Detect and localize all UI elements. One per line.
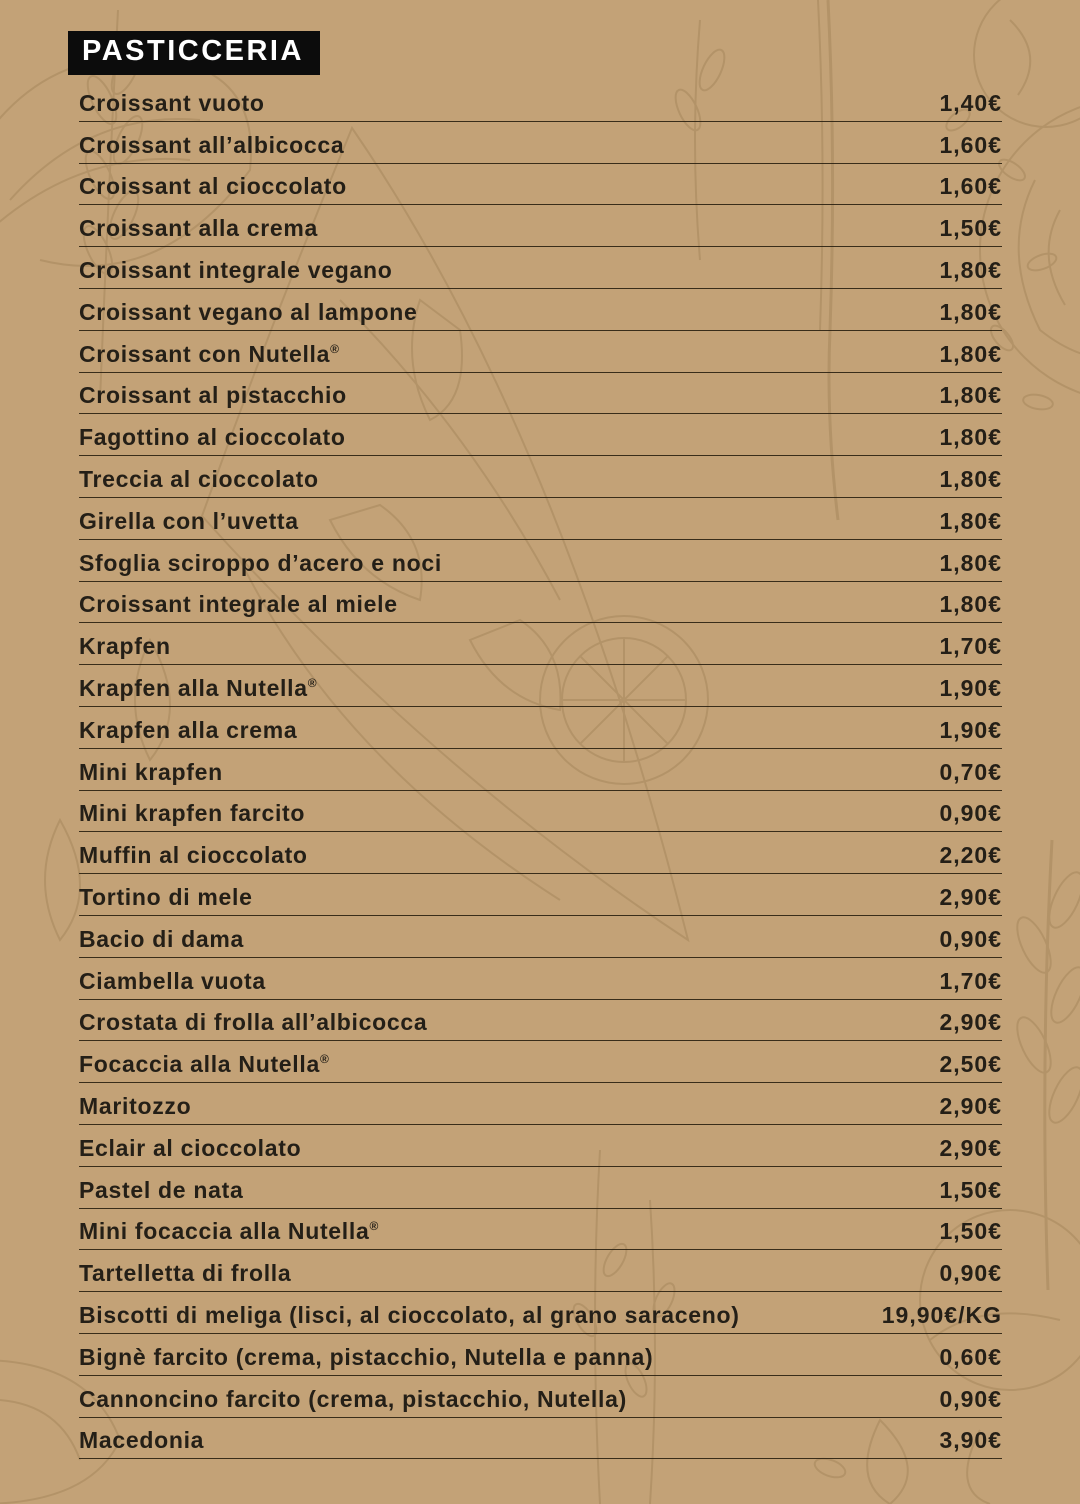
menu-item-name: Croissant alla crema — [79, 215, 319, 242]
menu-item-row — [79, 1041, 1002, 1083]
menu-item-row — [79, 791, 1002, 833]
menu-item-name: Krapfen alla crema — [79, 716, 298, 743]
menu-item-price: 2,20€ — [939, 842, 1002, 869]
menu-item-price: 1,50€ — [939, 1176, 1002, 1203]
menu-item-name: Tortino di mele — [79, 883, 253, 910]
menu-item-price: 2,90€ — [939, 1009, 1002, 1036]
menu-item-row — [79, 1376, 1002, 1418]
menu-item-price: 1,70€ — [939, 633, 1002, 660]
menu-item-name: Macedonia — [79, 1427, 205, 1454]
menu-item-row — [79, 1167, 1002, 1209]
menu-item-price: 1,80€ — [939, 465, 1002, 492]
menu-item-name: Croissant vuoto — [79, 89, 265, 116]
menu-item-name: Croissant al cioccolato — [79, 173, 347, 200]
menu-item-name: Krapfen alla Nutella® — [79, 674, 317, 701]
menu-item-price: 1,80€ — [939, 256, 1002, 283]
menu-item-name: Croissant con Nutella® — [79, 340, 339, 367]
menu-item-price: 2,90€ — [939, 1092, 1002, 1119]
menu-item-row — [79, 247, 1002, 289]
menu-item-price: 0,90€ — [939, 925, 1002, 952]
menu-item-row — [79, 707, 1002, 749]
menu-item-price: 1,50€ — [939, 215, 1002, 242]
menu-item-row — [79, 916, 1002, 958]
menu-item-name: Treccia al cioccolato — [79, 465, 319, 492]
menu-item-price: 1,80€ — [939, 298, 1002, 325]
menu-item-price: 1,60€ — [939, 131, 1002, 158]
menu-item-row — [79, 1250, 1002, 1292]
menu-item-name: Croissant al pistacchio — [79, 382, 347, 409]
menu-item-price: 0,90€ — [939, 1385, 1002, 1412]
menu-item-row — [79, 1083, 1002, 1125]
menu-item-price: 1,50€ — [939, 1218, 1002, 1245]
menu-item-row — [79, 289, 1002, 331]
menu-item-row — [79, 540, 1002, 582]
menu-item-price: 0,90€ — [939, 1260, 1002, 1287]
menu-item-row — [79, 122, 1002, 164]
menu-item-row — [79, 1000, 1002, 1042]
menu-item-price: 0,60€ — [939, 1343, 1002, 1370]
menu-item-name: Cannoncino farcito (crema, pistacchio, Nutella) — [79, 1385, 627, 1412]
menu-item-price: 2,90€ — [939, 1134, 1002, 1161]
menu-item-row — [79, 414, 1002, 456]
menu-item-price: 1,40€ — [939, 89, 1002, 116]
menu-item-price: 1,80€ — [939, 340, 1002, 367]
menu-item-row — [79, 665, 1002, 707]
menu-item-price: 19,90€/KG — [881, 1301, 1002, 1328]
menu-item-price: 1,80€ — [939, 507, 1002, 534]
menu-item-row — [79, 623, 1002, 665]
menu-item-row — [79, 205, 1002, 247]
menu-item-price: 1,70€ — [939, 967, 1002, 994]
menu-item-price: 1,80€ — [939, 424, 1002, 451]
menu-item-name: Biscotti di meliga (lisci, al cioccolato, al grano saraceno) — [79, 1301, 740, 1328]
menu-item-row — [79, 1209, 1002, 1251]
menu-item-name: Fagottino al cioccolato — [79, 424, 346, 451]
menu-item-price: 1,60€ — [939, 173, 1002, 200]
menu-item-name: Croissant integrale al miele — [79, 591, 398, 618]
menu-item-price: 2,50€ — [939, 1051, 1002, 1078]
menu-list — [79, 80, 1002, 1459]
menu-item-row — [79, 164, 1002, 206]
menu-item-price: 3,90€ — [939, 1427, 1002, 1454]
menu-item-name: Bacio di dama — [79, 925, 245, 952]
menu-item-name: Croissant integrale vegano — [79, 256, 393, 283]
menu-item-row — [79, 456, 1002, 498]
menu-item-name: Muffin al cioccolato — [79, 842, 308, 869]
menu-item-price: 1,90€ — [939, 674, 1002, 701]
menu-item-row — [79, 582, 1002, 624]
menu-item-row — [79, 874, 1002, 916]
menu-item-price: 1,90€ — [939, 716, 1002, 743]
menu-item-name: Pastel de nata — [79, 1176, 244, 1203]
menu-item-price: 1,80€ — [939, 591, 1002, 618]
menu-item-name: Krapfen — [79, 633, 171, 660]
menu-item-name: Maritozzo — [79, 1092, 192, 1119]
menu-item-name: Mini focaccia alla Nutella® — [79, 1218, 379, 1245]
menu-item-name: Sfoglia sciroppo d’acero e noci — [79, 549, 442, 576]
menu-item-name: Mini krapfen farcito — [79, 800, 306, 827]
menu-item-name: Croissant vegano al lampone — [79, 298, 418, 325]
menu-item-name: Crostata di frolla all’albicocca — [79, 1009, 428, 1036]
menu-item-price: 0,90€ — [939, 800, 1002, 827]
menu-item-name: Tartelletta di frolla — [79, 1260, 292, 1287]
menu-item-row — [79, 373, 1002, 415]
menu-item-row — [79, 1125, 1002, 1167]
menu-item-name: Ciambella vuota — [79, 967, 266, 994]
menu-item-row — [79, 80, 1002, 122]
menu-item-name: Eclair al cioccolato — [79, 1134, 302, 1161]
menu-item-name: Bignè farcito (crema, pistacchio, Nutella e panna) — [79, 1343, 654, 1370]
menu-item-row — [79, 749, 1002, 791]
menu-item-row — [79, 832, 1002, 874]
menu-item-name: Girella con l’uvetta — [79, 507, 299, 534]
menu-item-price: 2,90€ — [939, 883, 1002, 910]
menu-item-row — [79, 331, 1002, 373]
menu-item-price: 1,80€ — [939, 382, 1002, 409]
menu-item-name: Focaccia alla Nutella® — [79, 1051, 329, 1078]
section-title: PASTICCERIA — [68, 31, 320, 75]
menu-item-name: Mini krapfen — [79, 758, 223, 785]
menu-item-row — [79, 1418, 1002, 1460]
menu-item-price: 1,80€ — [939, 549, 1002, 576]
menu-item-row — [79, 498, 1002, 540]
menu-item-name: Croissant all’albicocca — [79, 131, 345, 158]
menu-item-row — [79, 958, 1002, 1000]
menu-item-price: 0,70€ — [939, 758, 1002, 785]
menu-item-row — [79, 1334, 1002, 1376]
menu-item-row — [79, 1292, 1002, 1334]
